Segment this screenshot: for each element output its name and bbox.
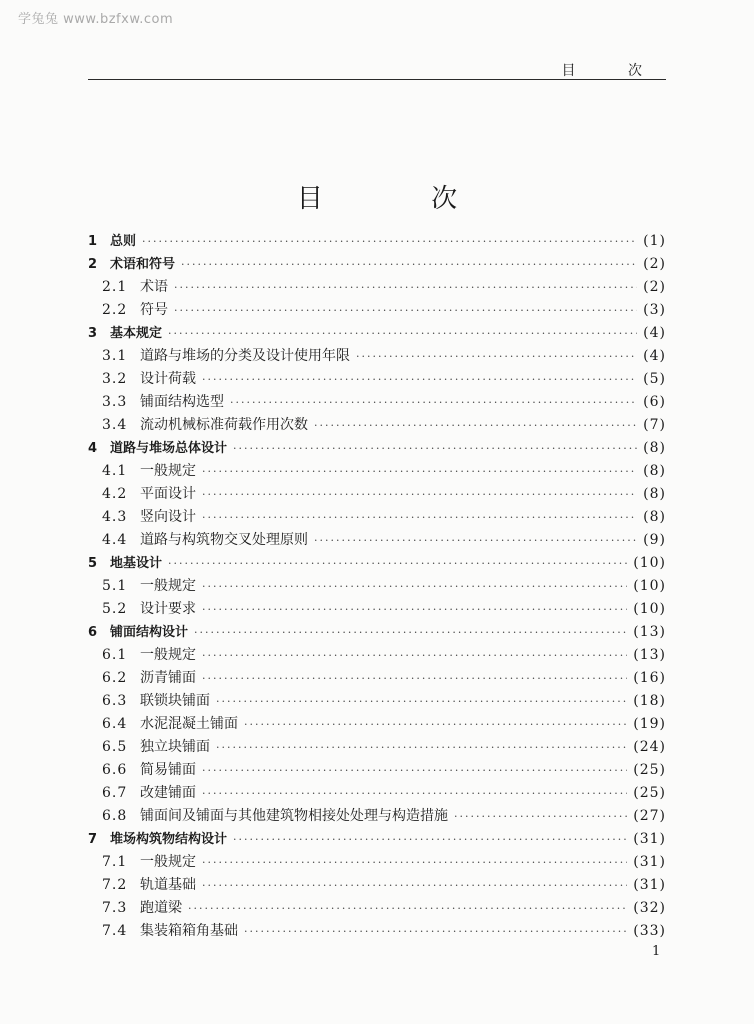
toc-leader (314, 534, 637, 547)
toc-page: (2) (643, 256, 666, 272)
toc-label: 堆场构筑物结构设计 (110, 832, 228, 847)
toc-number: 7.1 (102, 854, 128, 870)
toc-leader (202, 465, 637, 478)
toc-number: 6.5 (102, 739, 128, 755)
toc-number: 4.2 (102, 486, 128, 502)
toc-page: (10) (633, 601, 666, 617)
toc-chapter-row[interactable] (88, 828, 666, 851)
toc-number: 2 (88, 257, 98, 272)
toc-leader (202, 787, 627, 800)
toc-leader (188, 902, 627, 915)
toc-leader (202, 649, 627, 662)
toc-section-row[interactable] (88, 598, 666, 621)
toc-number: 3 (88, 326, 98, 341)
toc-section-row[interactable] (88, 506, 666, 529)
toc-page: (4) (643, 348, 666, 364)
toc-label: 设计要求 (140, 601, 196, 617)
toc-number: 4 (88, 441, 98, 456)
toc-number: 6.4 (102, 716, 128, 732)
toc-label: 沥青铺面 (140, 670, 196, 686)
toc-leader (168, 557, 627, 570)
toc-label: 总则 (110, 234, 137, 249)
toc-section-row[interactable] (88, 736, 666, 759)
toc-page: (9) (643, 532, 666, 548)
toc-page: (2) (643, 279, 666, 295)
toc-label: 术语和符号 (110, 257, 176, 272)
toc-page: (8) (643, 509, 666, 525)
toc-chapter-row[interactable] (88, 621, 666, 644)
toc-chapter-row[interactable] (88, 230, 666, 253)
toc-section-row[interactable] (88, 345, 666, 368)
toc-section-row[interactable] (88, 644, 666, 667)
toc-label: 铺面结构设计 (110, 625, 189, 640)
toc-section-row[interactable] (88, 667, 666, 690)
toc-label: 一般规定 (140, 578, 196, 594)
toc-leader (202, 672, 627, 685)
toc-number: 6.2 (102, 670, 128, 686)
toc-section-row[interactable] (88, 276, 666, 299)
toc-leader (174, 304, 637, 317)
toc-section-row[interactable] (88, 391, 666, 414)
toc-section-row[interactable] (88, 368, 666, 391)
toc-label: 跑道梁 (140, 900, 182, 916)
toc-page: (1) (643, 233, 666, 249)
toc-leader (356, 350, 637, 363)
toc-label: 改建铺面 (140, 785, 196, 801)
toc-label: 铺面结构选型 (140, 394, 224, 410)
toc-page: (18) (633, 693, 666, 709)
toc-page: (25) (633, 762, 666, 778)
toc-label: 地基设计 (110, 556, 163, 571)
toc-label: 术语 (140, 279, 168, 295)
toc-page: (13) (633, 647, 666, 663)
toc-leader (202, 603, 627, 616)
toc-leader (202, 764, 627, 777)
toc-number: 6.3 (102, 693, 128, 709)
toc-section-row[interactable] (88, 805, 666, 828)
toc-label: 符号 (140, 302, 168, 318)
running-head: 目 次 (561, 63, 666, 79)
toc-section-row[interactable] (88, 460, 666, 483)
toc-section-row[interactable] (88, 920, 666, 943)
toc-label: 集装箱箱角基础 (140, 923, 238, 939)
toc-number: 7.4 (102, 923, 128, 939)
toc-leader (202, 373, 637, 386)
toc-number: 1 (88, 234, 98, 249)
toc-number: 3.1 (102, 348, 128, 364)
toc-page: (3) (643, 302, 666, 318)
toc-section-row[interactable] (88, 575, 666, 598)
toc-section-row[interactable] (88, 483, 666, 506)
toc-page: (6) (643, 394, 666, 410)
toc-page: (19) (633, 716, 666, 732)
toc-leader (168, 327, 637, 340)
toc-page: (32) (633, 900, 666, 916)
toc-chapter-row[interactable] (88, 322, 666, 345)
toc-label: 道路与堆场的分类及设计使用年限 (140, 348, 350, 364)
toc-number: 5 (88, 556, 98, 571)
toc-leader (216, 695, 627, 708)
toc-leader (244, 718, 627, 731)
toc-page: (13) (633, 624, 666, 640)
toc-section-row[interactable] (88, 529, 666, 552)
toc-leader (174, 281, 637, 294)
toc-number: 7.2 (102, 877, 128, 893)
toc-section-row[interactable] (88, 414, 666, 437)
toc-section-row[interactable] (88, 851, 666, 874)
toc-leader (202, 488, 637, 501)
toc-number: 5.1 (102, 578, 128, 594)
toc-number: 6.7 (102, 785, 128, 801)
toc-page: (5) (643, 371, 666, 387)
toc-page: (8) (643, 463, 666, 479)
toc-number: 6.6 (102, 762, 128, 778)
toc-label: 道路与构筑物交叉处理原则 (140, 532, 308, 548)
toc-leader (244, 925, 627, 938)
toc-page: (10) (633, 578, 666, 594)
toc-leader (202, 511, 637, 524)
toc-leader (216, 741, 627, 754)
toc-number: 7 (88, 832, 98, 847)
table-of-contents (88, 230, 666, 943)
toc-number: 5.2 (102, 601, 128, 617)
toc-leader (233, 833, 627, 846)
toc-label: 一般规定 (140, 463, 196, 479)
toc-leader (454, 810, 627, 823)
toc-leader (202, 580, 627, 593)
toc-number: 4.1 (102, 463, 128, 479)
toc-section-row[interactable] (88, 782, 666, 805)
toc-page: (8) (643, 440, 666, 456)
toc-page: (4) (643, 325, 666, 341)
toc-page: (27) (633, 808, 666, 824)
toc-page: (25) (633, 785, 666, 801)
toc-label: 道路与堆场总体设计 (110, 441, 228, 456)
toc-label: 一般规定 (140, 854, 196, 870)
toc-section-row[interactable] (88, 299, 666, 322)
toc-section-row[interactable] (88, 897, 666, 920)
toc-leader (233, 442, 637, 455)
toc-chapter-row[interactable] (88, 552, 666, 575)
page-number: 1 (652, 944, 661, 959)
toc-label: 简易铺面 (140, 762, 196, 778)
header-rule (88, 79, 666, 80)
toc-leader (230, 396, 637, 409)
toc-number: 2.1 (102, 279, 128, 295)
toc-label: 设计荷载 (140, 371, 196, 387)
page-title: 目 次 (296, 184, 508, 214)
toc-page: (24) (633, 739, 666, 755)
toc-page: (7) (643, 417, 666, 433)
toc-label: 铺面间及铺面与其他建筑物相接处处理与构造措施 (140, 808, 448, 824)
toc-number: 3.3 (102, 394, 128, 410)
watermark: 学兔兔 www.bzfxw.com (18, 12, 174, 27)
toc-section-row[interactable] (88, 690, 666, 713)
toc-label: 联锁块铺面 (140, 693, 210, 709)
toc-number: 7.3 (102, 900, 128, 916)
toc-label: 平面设计 (140, 486, 196, 502)
toc-section-row[interactable] (88, 713, 666, 736)
toc-number: 6.8 (102, 808, 128, 824)
toc-page: (31) (633, 831, 666, 847)
toc-section-row[interactable] (88, 874, 666, 897)
toc-section-row[interactable] (88, 759, 666, 782)
toc-page: (31) (633, 854, 666, 870)
toc-label: 流动机械标准荷载作用次数 (140, 417, 308, 433)
toc-leader (314, 419, 637, 432)
toc-number: 4.3 (102, 509, 128, 525)
toc-number: 6 (88, 625, 98, 640)
toc-number: 4.4 (102, 532, 128, 548)
toc-leader (194, 626, 627, 639)
toc-page: (16) (633, 670, 666, 686)
toc-label: 独立块铺面 (140, 739, 210, 755)
toc-label: 轨道基础 (140, 877, 196, 893)
toc-number: 3.4 (102, 417, 128, 433)
toc-label: 水泥混凝土铺面 (140, 716, 238, 732)
toc-page: (10) (633, 555, 666, 571)
toc-chapter-row[interactable] (88, 437, 666, 460)
toc-label: 基本规定 (110, 326, 163, 341)
toc-page: (33) (633, 923, 666, 939)
toc-label: 一般规定 (140, 647, 196, 663)
toc-leader (142, 235, 637, 248)
toc-leader (202, 856, 627, 869)
toc-leader (202, 879, 627, 892)
toc-number: 2.2 (102, 302, 128, 318)
toc-number: 6.1 (102, 647, 128, 663)
toc-leader (181, 258, 637, 271)
toc-page: (8) (643, 486, 666, 502)
toc-label: 竖向设计 (140, 509, 196, 525)
toc-chapter-row[interactable] (88, 253, 666, 276)
toc-number: 3.2 (102, 371, 128, 387)
toc-page: (31) (633, 877, 666, 893)
